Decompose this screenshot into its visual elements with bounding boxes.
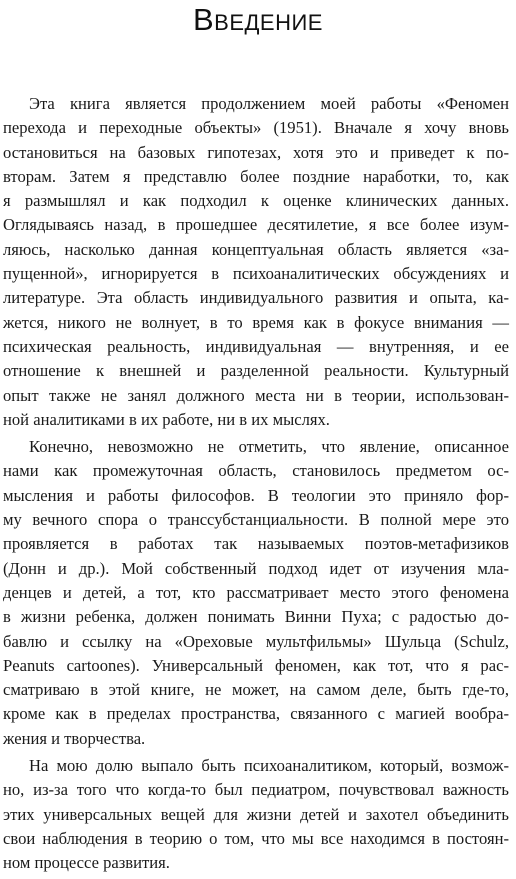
text-line: отношение к внешней и разделенной реальности. Культурный (3, 361, 509, 381)
text-line: пущенной», игнорируется в психоаналитических обсуждениях и (3, 264, 509, 284)
text-line: проявляется в работах так называемых поэтов-метафизиков (3, 534, 509, 554)
text-line: кроме как в пределах пространства, связанного с магией вообра- (3, 704, 509, 724)
text-line: бавлю и ссылку на «Ореховые мультфильмы» Шульца (Schulz, (3, 631, 509, 651)
text-line: ном процессе развития. (3, 853, 170, 873)
text-line: На мою долю выпало быть психоаналитиком, который, возмож- (29, 756, 509, 776)
text-line: жется, никого не волнует, в то время как в фокусе внимания — (3, 312, 509, 332)
text-line: Эта книга является продолжением моей работы «Феномен (29, 94, 509, 113)
text-line: этих универсальных вещей для жизни детей и захотел объединить (3, 804, 509, 824)
text-line: но, из-за того что когда-то был педиатром, почувствовал важность (3, 780, 509, 800)
text-line: (Донн и др.). Мой собственный подход идет от изучения мла- (3, 558, 509, 578)
text-line: в жизни ребенка, должен понимать Винни Пуха; с радостью до- (3, 607, 509, 627)
paragraph (3, 754, 509, 875)
text-line: остановиться на базовых гипотезах, хотя это и приведет к по- (3, 142, 509, 162)
text-line: му вечного спора о транссубстанциальности. В полной мере это (3, 510, 509, 530)
text-line: опыт также не занял должного места ни в теории, использован- (3, 385, 509, 405)
text-line: я размышлял и как подходил к оценке клинических данных. (3, 191, 509, 211)
text-line: денцев и детей, а тот, кто рассматривает место этого феномена (3, 582, 509, 602)
text-line: Конечно, невозможно не отметить, что явление, описанное (29, 437, 509, 457)
text-line: вторам. Затем я представлю более поздние наработки, то, как (3, 166, 509, 186)
text-line: психическая реальность, индивидуальная — внутренняя, и ее (3, 336, 509, 356)
text-line: свои наблюдения в теорию о том, что мы все находимся в постоян- (3, 828, 509, 848)
text-line: перехода и переходные объекты» (1951). Вначале я хочу вновь (3, 118, 509, 138)
text-line: ляюсь, насколько данная концептуальная область является «за- (3, 239, 509, 259)
text-line: Peanuts cartoones). Универсальный феномен, как тот, что я рас- (3, 655, 509, 675)
text-line: нами как промежуточная область, становилось предметом ос- (3, 461, 509, 481)
text-line: мысления и работы философов. В теологии это приняло фор- (3, 485, 509, 505)
text-line: жения и творчества. (3, 728, 146, 748)
text-line: сматриваю в этой книге, не может, на самом деле, быть где-то, (3, 680, 509, 700)
text-line: литературе. Эта область индивидуального развития и опыта, ка- (3, 288, 509, 308)
paragraph (3, 435, 509, 751)
paragraph (3, 92, 509, 432)
text-line: ной аналитиками в их работе, ни в их мыслях. (3, 409, 330, 429)
chapter-title: Введение (193, 2, 323, 37)
text-line: Оглядываясь назад, в прошедшее десятилетие, я все более изум- (3, 215, 509, 235)
chapter-body (3, 92, 509, 879)
